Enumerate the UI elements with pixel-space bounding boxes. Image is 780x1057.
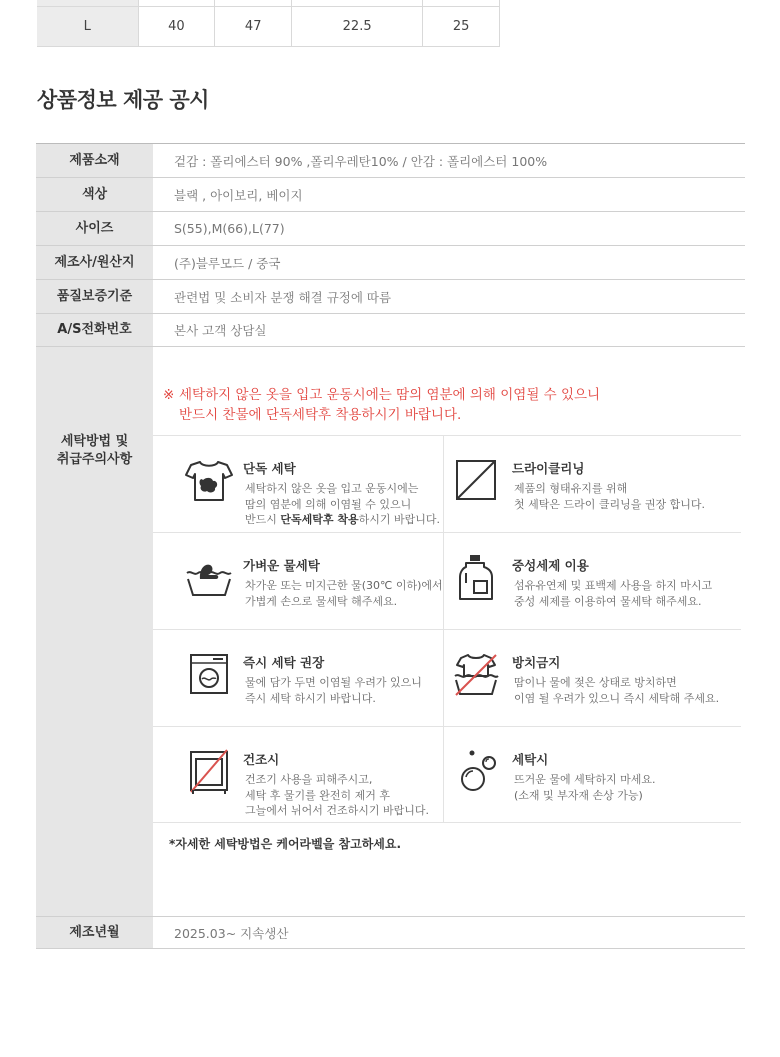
info-label: A/S전화번호: [36, 314, 153, 346]
care-item-wash-separately: 단독 세탁 세탁하지 않은 옷을 입고 운동시에는 땀의 염분에 의해 이염될 수 있으니 반드시 단독세탁후 착용하시기 바랍니다.: [153, 436, 443, 532]
info-row: [36, 212, 745, 246]
info-value: (주)블루모드 / 중국: [174, 255, 281, 271]
care-grid-row: [153, 629, 741, 726]
no-soak-icon: [450, 652, 502, 698]
care-item-wash-immediately: 즉시 세탁 권장 물에 담가 두면 이염될 우려가 있으니 즉시 세탁 하시기 바랍니다.: [153, 630, 443, 726]
info-label: 제조사/원산지: [36, 246, 153, 279]
care-item-washing: 세탁시 뜨거운 물에 세탁하지 마세요. (소재 및 부자재 손상 가능): [443, 727, 741, 822]
care-grid-row: [153, 726, 741, 823]
size-value: 40: [138, 6, 215, 46]
care-warning: ※ 세탁하지 않은 옷을 입고 운동시에는 땀의 염분에 의해 이염될 수 있으니 반드시 찬물에 단독세탁후 착용하시기 바랍니다.: [163, 387, 601, 423]
care-row: [36, 347, 745, 917]
info-label: 제품소재: [36, 144, 153, 177]
care-grid-row: [153, 532, 741, 629]
care-label: 세탁방법 및 취급주의사항: [36, 347, 153, 916]
size-label: L: [37, 6, 138, 46]
size-value: 25: [423, 6, 500, 46]
info-value: 본사 고객 상담실: [174, 323, 267, 338]
size-value: 47: [215, 6, 292, 46]
size-row-l: [37, 6, 500, 46]
care-item-neutral-detergent: 중성세제 이용 섬유유연제 및 표백제 사용을 하지 마시고 중성 세제를 이용하여 물세탁 해주세요.: [443, 533, 741, 629]
info-value: 겉감 : 폴리에스터 90% ,폴리우레탄10% / 안감 : 폴리에스터 100%: [174, 153, 548, 169]
bubbles-icon: [450, 749, 502, 795]
info-row: [36, 144, 745, 178]
info-label: 색상: [36, 178, 153, 211]
care-content: [153, 347, 745, 916]
info-value: 관련법 및 소비자 분쟁 해결 규정에 따름: [174, 289, 392, 305]
dry-clean-icon: [450, 458, 502, 504]
care-item-dry-cleaning: 드라이클리닝 제품의 형태유지를 위해 첫 세탁은 드라이 클리닝을 권장 합니다.: [443, 436, 741, 532]
info-label: 품질보증기준: [36, 280, 153, 313]
product-info-table: [36, 143, 745, 949]
care-note: *자세한 세탁방법은 케어라벨을 참고하세요.: [169, 837, 402, 851]
care-item-drying: 건조시 건조기 사용을 피해주시고, 세탁 후 물기를 완전히 제거 후 그늘에서 뉘어서 건조하시기 바랍니다.: [153, 727, 443, 822]
washing-machine-icon: [183, 652, 235, 698]
info-value: 블랙 , 아이보리, 베이지: [174, 187, 303, 203]
info-row: [36, 246, 745, 280]
tshirt-stain-icon: [183, 458, 235, 504]
info-value: S(55),M(66),L(77): [174, 221, 285, 236]
size-table: [37, 0, 500, 47]
info-label: 사이즈: [36, 212, 153, 245]
section-title: 상품정보 제공 공시: [37, 88, 209, 112]
info-row: [36, 178, 745, 212]
warning-mark: ※: [163, 387, 175, 403]
info-value: 2025.03~ 지속생산: [174, 925, 289, 941]
hand-wash-icon: [183, 555, 235, 601]
no-tumble-dry-icon: [183, 749, 235, 795]
care-grid-row: [153, 435, 741, 532]
info-row: [36, 280, 745, 314]
info-row: [36, 917, 745, 949]
care-item-hand-wash: 가벼운 물세탁 차가운 또는 미지근한 물(30℃ 이하)에서 가볍게 손으로 물세탁 해주세요.: [153, 533, 443, 629]
care-item-no-leaving: 방치금지 땀이나 물에 젖은 상태로 방치하면 이염 될 우려가 있으니 즉시 세탁해 주세요.: [443, 630, 741, 726]
info-label: 제조년월: [36, 917, 153, 948]
detergent-bottle-icon: [450, 555, 502, 601]
size-value: 22.5: [292, 6, 423, 46]
info-row: [36, 314, 745, 347]
care-grid: [153, 435, 741, 823]
